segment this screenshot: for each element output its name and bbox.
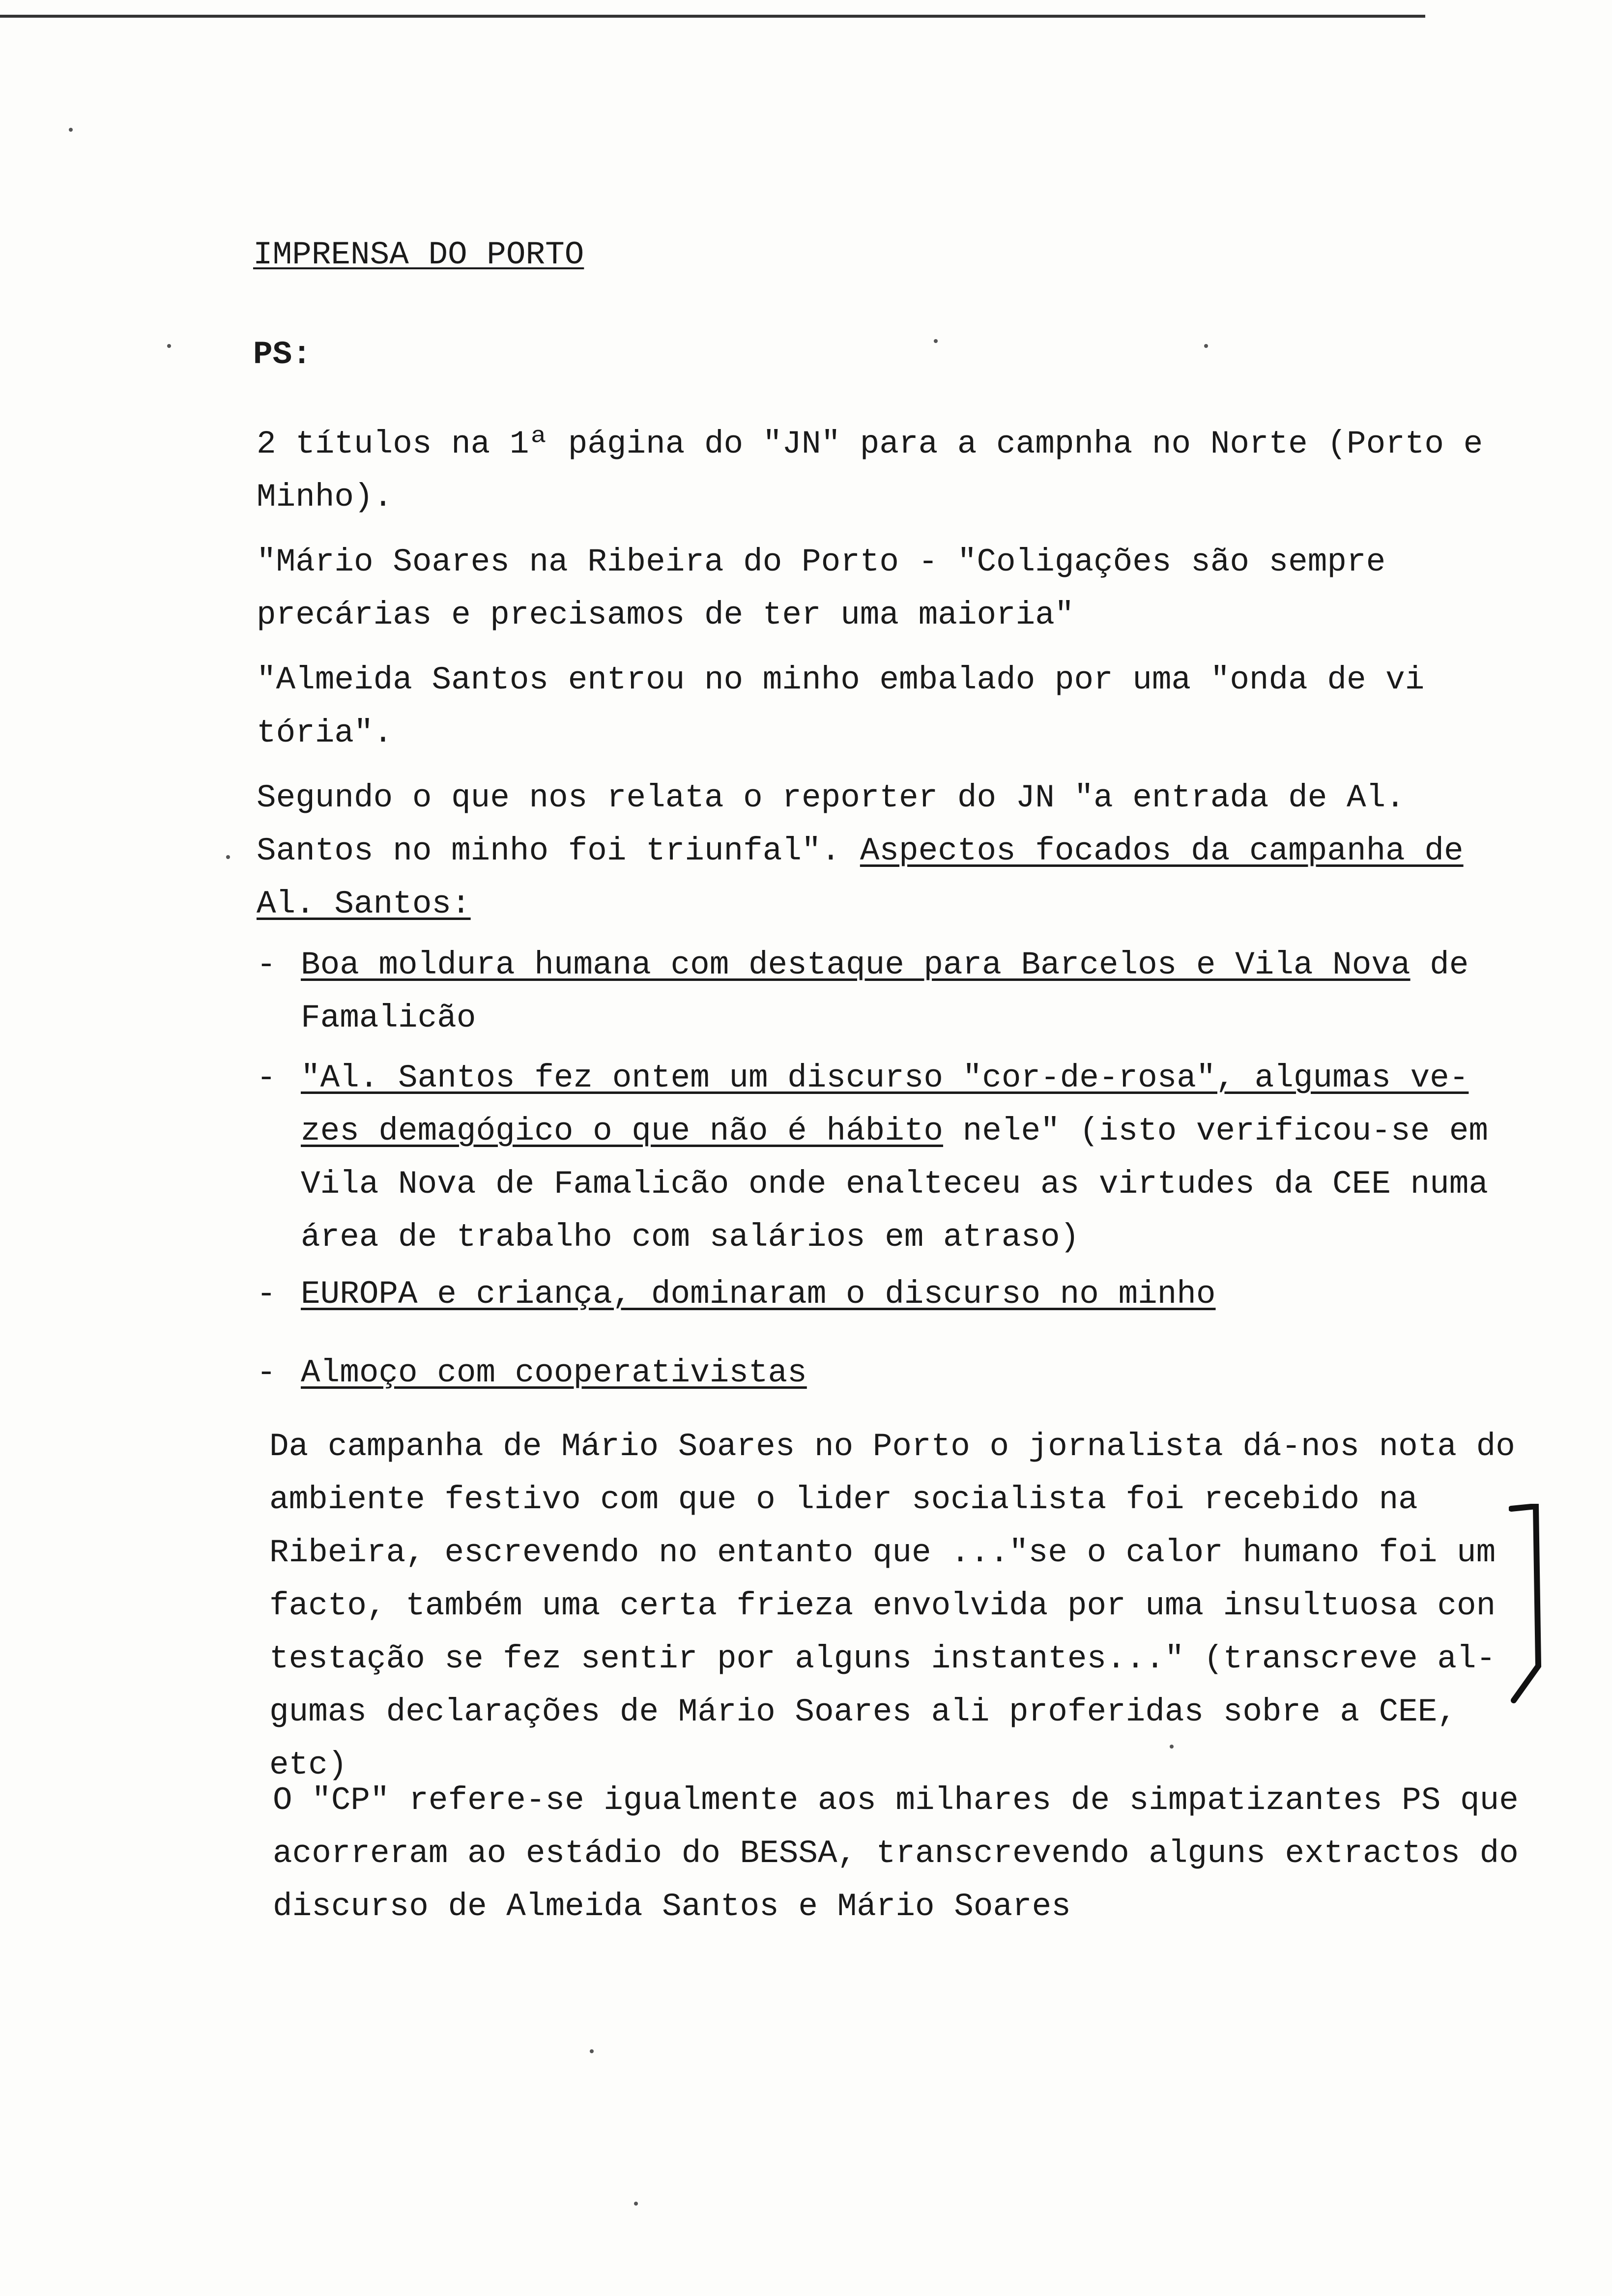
scan-speck xyxy=(167,344,171,348)
scan-speck xyxy=(1204,344,1208,348)
party-label: PS: xyxy=(253,336,312,373)
bullet-text-plain: de Famalicão xyxy=(301,947,1469,1036)
bullet-item-almoco xyxy=(257,1347,1515,1400)
paragraph-text: "Mário Soares na Ribeira do Porto - "Coligações são sempre precárias e precisamos de ter uma maioria" xyxy=(257,544,1386,633)
bullet-dash: - xyxy=(257,947,276,983)
paragraph-headline-santos xyxy=(257,654,1515,760)
paragraph-reporter xyxy=(257,772,1515,931)
scan-speck xyxy=(934,339,938,343)
paragraph-soares-campaign xyxy=(269,1420,1518,1792)
underlined-text: Boa moldura humana com destaque para Barcelos e Vila Nova xyxy=(301,947,1410,983)
paragraph-text: Da campanha de Mário Soares no Porto o jornalista dá-nos nota do ambiente festivo com que o lider socialista foi recebido na Ribeira, escrevendo no entanto que ..."se o calor humano foi um facto, também uma certa frieza envolvida por uma insultuosa con testação se fez sentir por alguns instantes..." (transcreve al- gumas declarações de Mário Soares ali proferidas sobre a CEE, etc) xyxy=(269,1428,1515,1783)
paragraph-text: "Almeida Santos entrou no minho embalado por uma "onda de vi tória". xyxy=(257,661,1425,751)
scan-speck xyxy=(634,2202,638,2206)
paragraph-text-plain: Segundo o que nos relata o reporter do JN "a entrada de Al. Santos no minho foi triunfal". xyxy=(257,779,1405,869)
margin-bracket-mark xyxy=(1509,1504,1548,1710)
paragraph-text: O "CP" refere-se igualmente aos milhares de simpatizantes PS que acorreram ao estádio do BESSA, transcrevendo alguns extractos do discurso de Almeida Santos e Mário Soares xyxy=(273,1782,1519,1925)
bullet-item-discurso xyxy=(257,1052,1515,1264)
paragraph-cp-newspaper xyxy=(273,1774,1531,1933)
bullet-item-europa xyxy=(257,1268,1515,1321)
underlined-text: "Al. Santos fez ontem um discurso "cor-de-rosa", algumas ve- zes demagógico o que não é hábito xyxy=(301,1060,1469,1149)
underlined-text: EUROPA e criança, dominaram o discurso no minho xyxy=(301,1276,1216,1313)
bullet-item-moldura xyxy=(257,939,1515,1045)
scan-speck xyxy=(226,855,230,859)
scan-speck xyxy=(590,2049,594,2053)
underlined-text: Almoço com cooperativistas xyxy=(301,1354,807,1391)
bullet-text xyxy=(301,939,1515,1045)
paragraph-text: 2 títulos na 1ª página do "JN" para a campnha no Norte (Porto e Minho). xyxy=(257,426,1483,516)
document-heading: IMPRENSA DO PORTO xyxy=(253,236,584,273)
underlined-text: Aspectos focados da campanha de Al. Santos: xyxy=(257,832,1464,922)
bullet-text xyxy=(301,1052,1515,1264)
bullet-text-plain: nele" (isto verificou-se em Vila Nova de Famalicão onde enalteceu as virtudes da CEE numa área de trabalho com salários em atraso) xyxy=(301,1113,1488,1256)
bullet-dash: - xyxy=(257,1354,276,1391)
bullet-text xyxy=(301,1268,1515,1321)
scan-speck xyxy=(1170,1745,1174,1749)
bullet-text xyxy=(301,1347,1515,1400)
scan-speck xyxy=(69,128,73,132)
bullet-dash: - xyxy=(257,1060,276,1096)
paragraph-text xyxy=(257,772,1515,931)
paragraph-headlines-count xyxy=(257,418,1515,524)
top-rule xyxy=(0,15,1425,18)
bullet-dash: - xyxy=(257,1276,276,1313)
paragraph-headline-soares xyxy=(257,536,1515,642)
